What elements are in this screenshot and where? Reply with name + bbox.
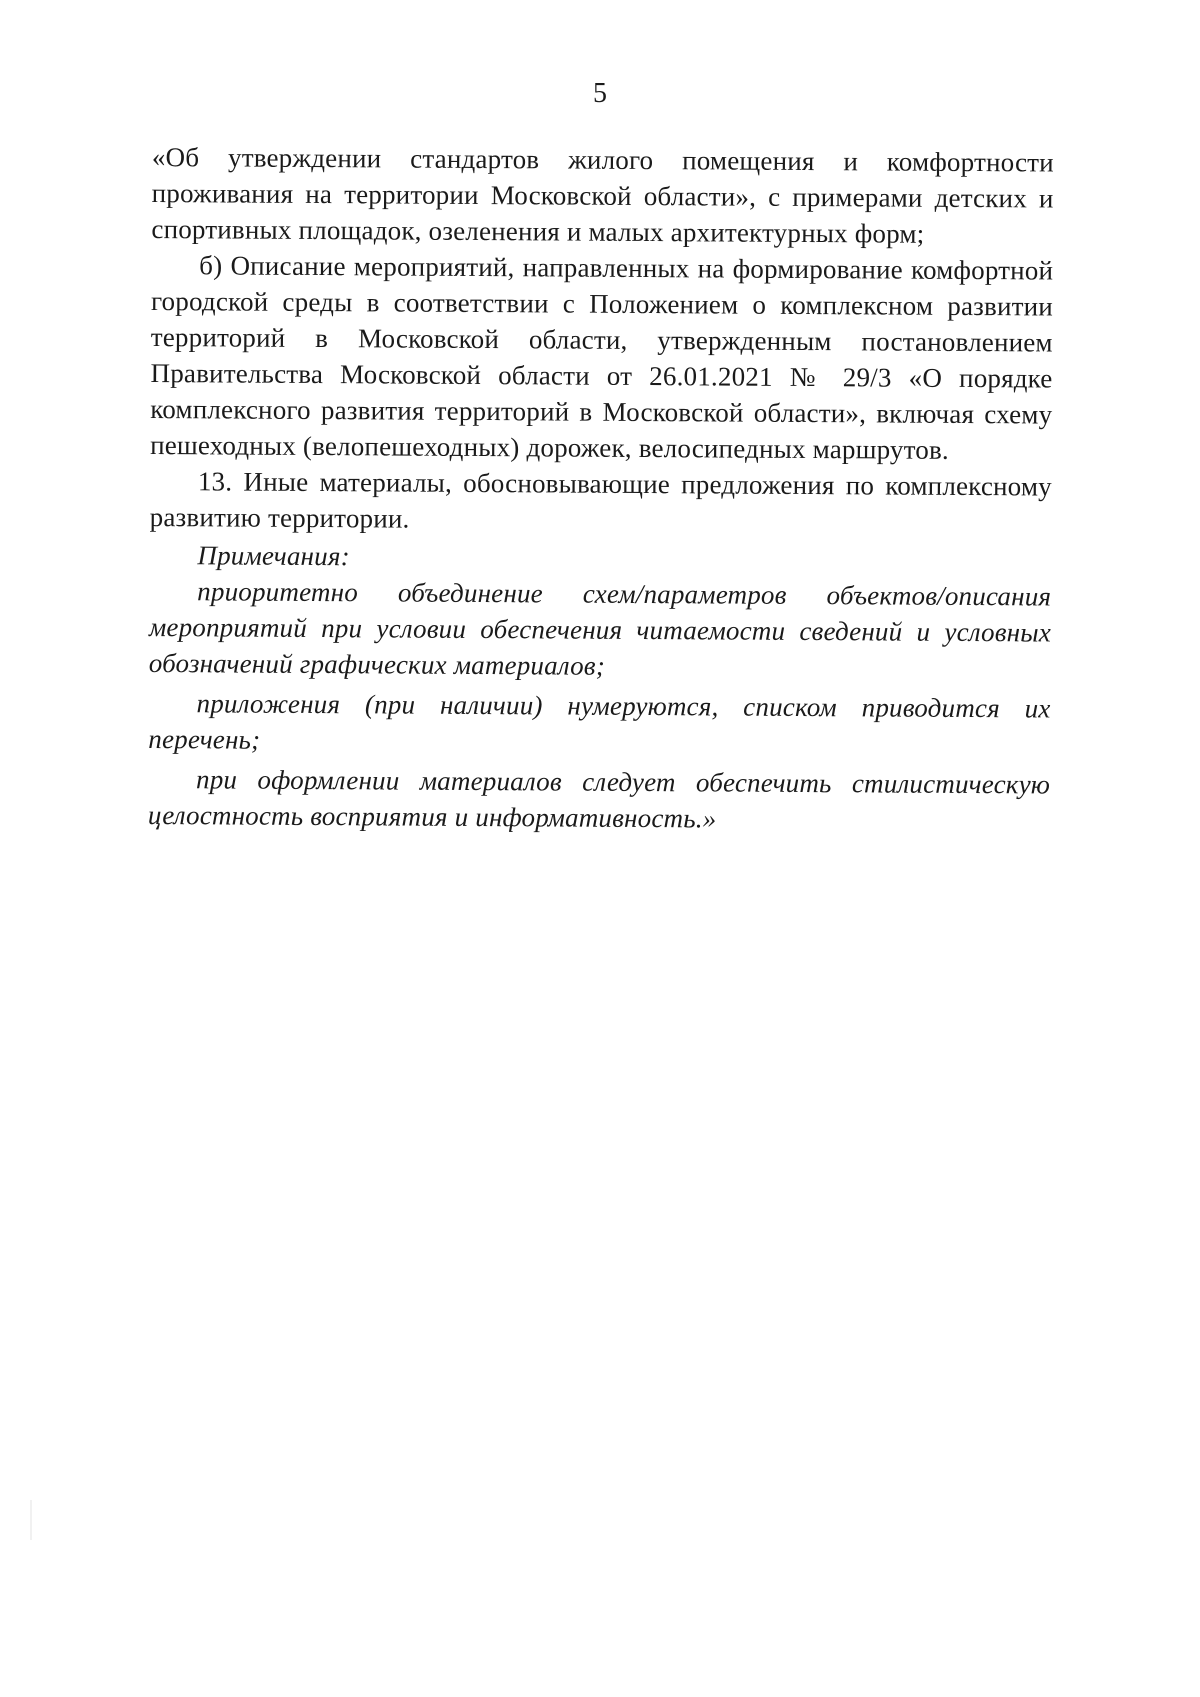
paragraph-standards-continuation: «Об утверждении стандартов жилого помещения и комфортности проживания на территории Московской области», с примерами детских и спортивных площадок, озеленения и малых архитектурных форм; (151, 141, 1054, 249)
document-body (148, 139, 1054, 838)
paragraph-item-b: б) Описание мероприятий, направленных на формирование комфортной городской среды в соответствии с Положением о комплексном развитии территорий в Московской области, утвержденным постановлением Правительства Московской области от 26.01.2021 № 29/3 «О порядке комплексного развития территорий в Московской области», включая схему пешеходных (велопешеходных) дорожек, велосипедных маршрутов. (150, 250, 1054, 465)
note-item: приоритетно объединение схем/параметров объектов/описания мероприятий при условии обеспечения читаемости сведений и условных обозначений графических материалов; (148, 576, 1052, 681)
note-item: при оформлении материалов следует обеспечить стилистическую целостность восприятия и информативность.» (147, 764, 1051, 834)
notes-section (148, 537, 1052, 839)
note-item: приложения (при наличии) нумеруются, списком приводится их перечень; (148, 688, 1051, 755)
paragraph-item-13: 13. Иные материалы, обосновывающие предложения по комплексному развитию территории. (149, 466, 1052, 534)
notes-heading: Примечания: (197, 540, 350, 572)
scan-artifact (30, 1500, 32, 1540)
page-number: 5 (593, 78, 607, 109)
